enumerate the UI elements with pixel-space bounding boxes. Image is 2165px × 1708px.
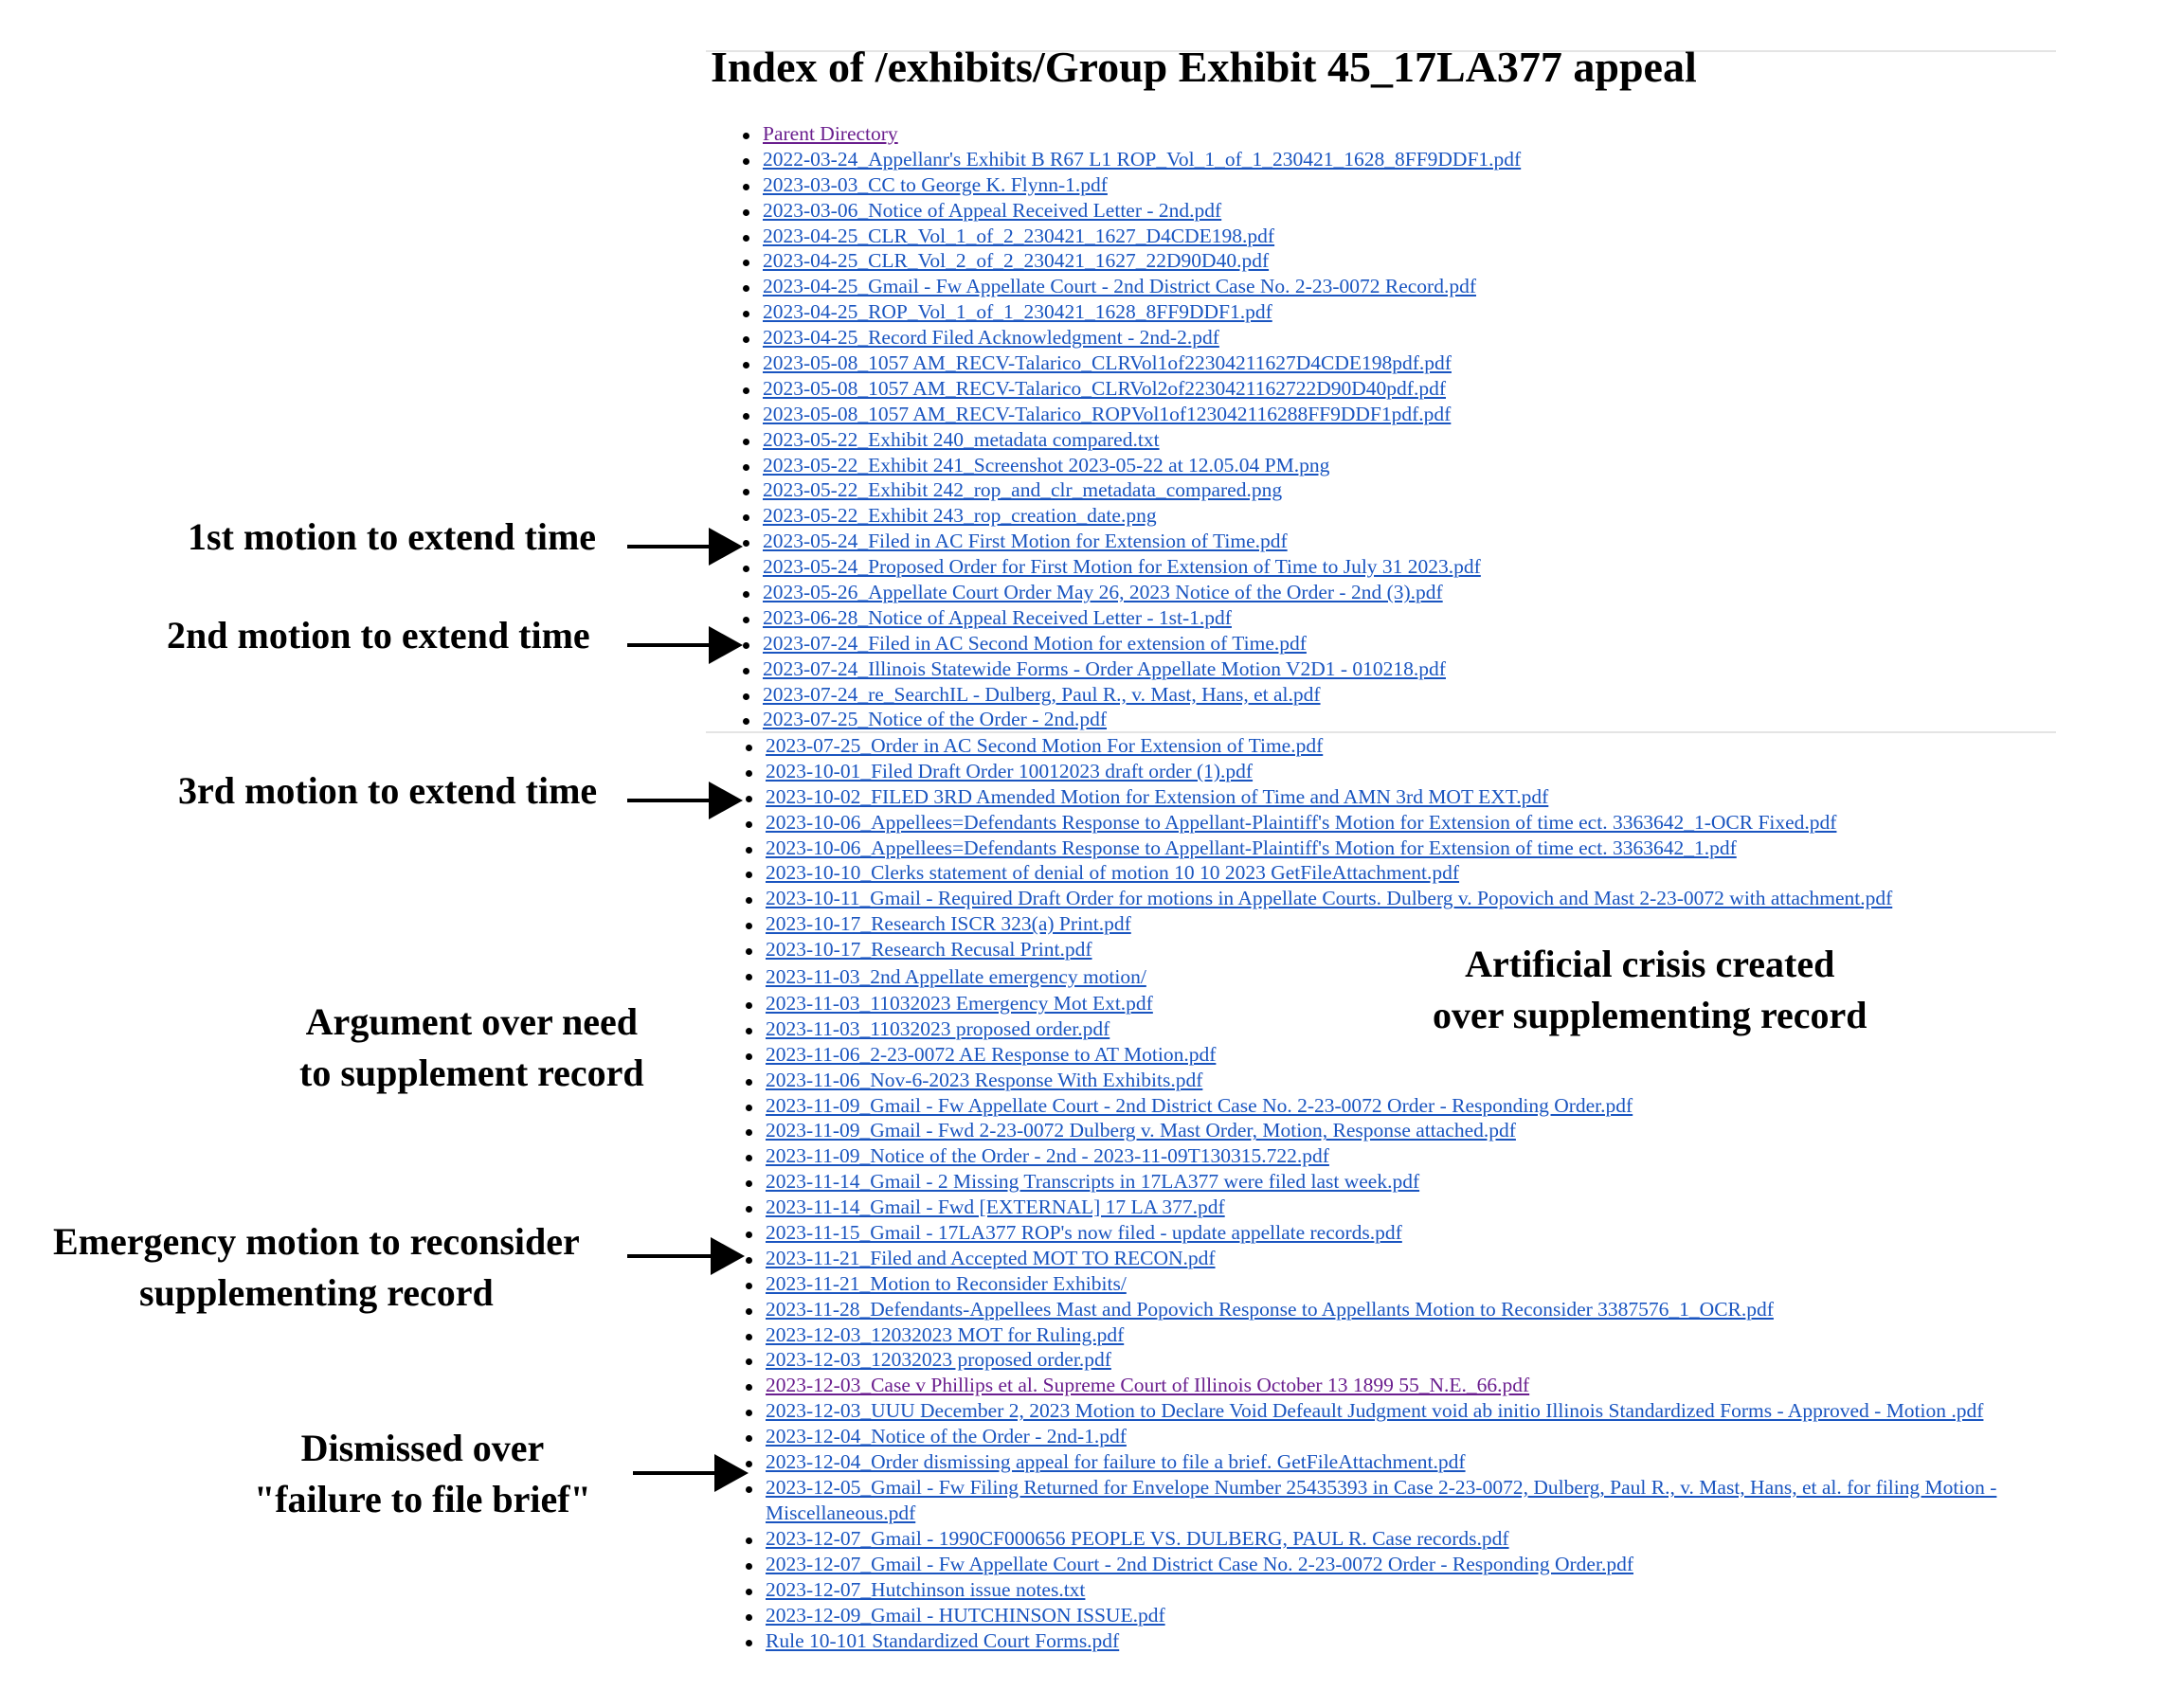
annotation-line: Dismissed over <box>300 1427 545 1469</box>
file-list-item <box>740 1143 2073 1169</box>
file-list-item <box>737 376 1521 402</box>
file-list-item <box>740 886 2073 911</box>
file-link[interactable]: 2023-11-09_Gmail - Fwd 2-23-0072 Dulberg v. Mast Order, Motion, Response attached.pdf <box>766 1119 1516 1142</box>
file-list-item <box>740 836 2073 861</box>
file-list-item <box>740 1246 2073 1271</box>
annotation-line: supplementing record <box>139 1271 494 1314</box>
file-list-item <box>737 224 1521 249</box>
file-list-item <box>740 911 2073 937</box>
file-list-item <box>740 1449 2073 1475</box>
annotation-emergency <box>53 1216 580 1319</box>
file-list-item <box>740 759 2073 784</box>
file-list-item <box>740 1577 2073 1603</box>
page-title: Index of /exhibits/Group Exhibit 45_17LA377 appeal <box>711 43 1697 91</box>
arrow-icon <box>627 782 743 819</box>
file-list-item <box>740 784 2073 810</box>
file-list-item <box>737 631 1521 656</box>
file-link[interactable]: 2023-05-22_Exhibit 243_rop_creation_date.png <box>763 504 1157 528</box>
file-link[interactable]: 2023-12-07_Gmail - 1990CF000656 PEOPLE VS. DULBERG, PAUL R. Case records.pdf <box>766 1526 1509 1550</box>
annotation-crisis <box>1433 939 1867 1041</box>
file-list-item <box>740 1603 2073 1628</box>
file-link[interactable]: 2023-03-03_CC to George K. Flynn-1.pdf <box>763 172 1108 196</box>
file-link[interactable]: 2023-11-03_2nd Appellate emergency motion/ <box>766 965 1146 989</box>
annotation-line: Artificial crisis created <box>1465 943 1835 985</box>
file-list-item <box>740 1093 2073 1119</box>
file-link[interactable]: 2023-10-06_Appellees=Defendants Response to Appellant-Plaintiff's Motion for Extension of time ect. 3363642_1.pdf <box>766 836 1737 859</box>
annotation-text: 3rd motion to extend time <box>178 769 598 812</box>
arrow-icon <box>627 528 743 566</box>
file-list-item <box>740 1526 2073 1552</box>
file-link[interactable]: 2023-06-28_Notice of Appeal Received Letter - 1st-1.pdf <box>763 605 1232 629</box>
file-link[interactable]: 2023-10-02_FILED 3RD Amended Motion for Extension of Time and AMN 3rd MOT EXT.pdf <box>766 784 1549 808</box>
file-list-item <box>737 453 1521 478</box>
file-list-item <box>737 248 1521 274</box>
file-link[interactable]: 2023-05-24_Filed in AC First Motion for Extension of Time.pdf <box>763 530 1288 553</box>
file-link[interactable]: 2023-05-22_Exhibit 242_rop_and_clr_metadata_compared.png <box>763 478 1283 502</box>
annotation-second-motion <box>167 610 590 661</box>
file-link[interactable]: 2022-03-24_Appellanr's Exhibit B R67 L1 ROP_Vol_1_of_1_230421_1628_8FF9DDF1.pdf <box>763 147 1522 171</box>
file-list-item <box>737 707 1521 732</box>
file-list-item <box>740 1475 2073 1526</box>
annotation-text: 1st motion to extend time <box>188 515 597 558</box>
file-link[interactable]: 2023-12-04_Order dismissing appeal for failure to file a brief. GetFileAttachment.pdf <box>766 1450 1466 1474</box>
file-link[interactable]: 2023-11-09_Notice of the Order - 2nd - 2023-11-09T130315.722.pdf <box>766 1144 1329 1168</box>
parent-directory-link[interactable]: Parent Directory <box>763 122 898 145</box>
file-link[interactable]: 2023-11-21_Motion to Reconsider Exhibits/ <box>766 1271 1127 1295</box>
file-link[interactable]: 2023-10-06_Appellees=Defendants Response to Appellant-Plaintiff's Motion for Extension of time ect. 3363642_1-OCR Fixed.pdf <box>766 810 1837 834</box>
file-list-item <box>737 580 1521 605</box>
file-list-item <box>740 937 2073 962</box>
file-link[interactable]: 2023-07-24_Illinois Statewide Forms - Order Appellate Motion V2D1 - 010218.pdf <box>763 656 1446 680</box>
file-link[interactable]: 2023-12-09_Gmail - HUTCHINSON ISSUE.pdf <box>766 1603 1165 1627</box>
file-link[interactable]: 2023-11-03_11032023 Emergency Mot Ext.pdf <box>766 992 1153 1016</box>
file-link[interactable]: 2023-11-21_Filed and Accepted MOT TO RECON.pdf <box>766 1246 1216 1269</box>
file-link[interactable]: 2023-11-14_Gmail - 2 Missing Transcripts in 17LA377 were filed last week.pdf <box>766 1170 1420 1194</box>
file-list-item <box>740 1297 2073 1322</box>
file-list-item <box>737 274 1521 299</box>
file-list-item <box>740 1373 2073 1398</box>
file-link[interactable]: 2023-04-25_Record Filed Acknowledgment - 2nd-2.pdf <box>763 326 1219 350</box>
file-link[interactable]: 2023-07-25_Notice of the Order - 2nd.pdf <box>763 708 1108 731</box>
file-list-item <box>740 1118 2073 1143</box>
file-list-item <box>737 198 1521 224</box>
annotation-line: "failure to file brief" <box>254 1478 591 1520</box>
file-link[interactable]: 2023-11-09_Gmail - Fw Appellate Court - 2nd District Case No. 2-23-0072 Order - Responding Order.pdf <box>766 1093 1633 1117</box>
file-list-item <box>737 351 1521 376</box>
annotation-line: Argument over need <box>305 1000 638 1043</box>
file-link[interactable]: 2023-11-03_11032023 proposed order.pdf <box>766 1016 1110 1040</box>
file-link[interactable]: 2023-11-14_Gmail - Fwd [EXTERNAL] 17 LA 377.pdf <box>766 1196 1225 1219</box>
file-link[interactable]: 2023-12-03_UUU December 2, 2023 Motion to Declare Void Defeault Judgment void ab initio Illinois Standardized Forms - Approved - Motion .pdf <box>766 1399 1984 1423</box>
file-list-item <box>737 402 1521 427</box>
file-list-item <box>737 172 1521 198</box>
annotation-line: over supplementing record <box>1433 994 1867 1036</box>
file-list-item <box>740 1424 2073 1449</box>
file-list-item <box>740 1322 2073 1348</box>
file-link[interactable]: 2023-11-06_Nov-6-2023 Response With Exhibits.pdf <box>766 1068 1203 1091</box>
file-list-item <box>737 147 1521 172</box>
file-list-item <box>740 1042 2073 1068</box>
file-link[interactable]: 2023-05-08_1057 AM_RECV-Talarico_ROPVol1of123042116288FF9DDF1pdf.pdf <box>763 402 1452 425</box>
file-list-item <box>737 682 1521 708</box>
file-list-item <box>740 1552 2073 1577</box>
annotation-line: to supplement record <box>299 1052 644 1094</box>
file-list-item <box>740 733 2073 759</box>
file-link[interactable]: 2023-11-15_Gmail - 17LA377 ROP's now filed - update appellate records.pdf <box>766 1221 1402 1245</box>
file-list-item <box>737 554 1521 580</box>
file-list-item <box>740 1068 2073 1093</box>
file-list-item <box>740 810 2073 836</box>
file-link[interactable]: 2023-04-25_CLR_Vol_2_of_2_230421_1627_22D90D40.pdf <box>763 249 1270 273</box>
file-list-item <box>740 1628 2073 1654</box>
file-list-item <box>737 503 1521 529</box>
file-link[interactable]: 2023-05-08_1057 AM_RECV-Talarico_CLRVol1of22304211627D4CDE198pdf.pdf <box>763 351 1452 375</box>
file-link[interactable]: 2023-10-17_Research Recusal Print.pdf <box>766 938 1092 962</box>
file-link[interactable]: 2023-07-24_Filed in AC Second Motion for extension of Time.pdf <box>763 631 1307 655</box>
file-list-item <box>740 1398 2073 1424</box>
file-link[interactable]: 2023-03-06_Notice of Appeal Received Letter - 2nd.pdf <box>763 198 1222 222</box>
file-link[interactable]: 2023-07-24_re_SearchIL - Dulberg, Paul R., v. Mast, Hans, et al.pdf <box>763 682 1321 706</box>
file-link[interactable]: 2023-12-03_Case v Phillips et al. Supreme Court of Illinois October 13 1899 55_N.E._66.pdf <box>766 1374 1530 1397</box>
annotation-line: Emergency motion to reconsider <box>53 1220 580 1263</box>
arrow-icon <box>627 1237 745 1275</box>
file-list-item <box>737 121 1521 147</box>
file-link[interactable]: 2023-04-25_ROP_Vol_1_of_1_230421_1628_8FF9DDF1.pdf <box>763 300 1272 324</box>
file-link[interactable]: 2023-12-03_12032023 proposed order.pdf <box>766 1348 1111 1372</box>
file-listing-bottom <box>740 733 2073 1653</box>
file-list-item <box>740 1169 2073 1195</box>
file-link[interactable]: 2023-04-25_Gmail - Fw Appellate Court - 2nd District Case No. 2-23-0072 Record.pdf <box>763 275 1476 298</box>
file-list-item <box>740 991 2073 1016</box>
file-list-item <box>740 1271 2073 1297</box>
file-link[interactable]: 2023-12-04_Notice of the Order - 2nd-1.pdf <box>766 1425 1127 1448</box>
annotation-argument <box>299 997 644 1099</box>
file-list-item <box>737 299 1521 325</box>
file-list-item <box>740 1195 2073 1220</box>
file-link[interactable]: 2023-11-06_2-23-0072 AE Response to AT Motion.pdf <box>766 1042 1217 1066</box>
file-link[interactable]: 2023-05-22_Exhibit 241_Screenshot 2023-05-22 at 12.05.04 PM.png <box>763 453 1330 476</box>
file-link[interactable]: 2023-12-07_Hutchinson issue notes.txt <box>766 1577 1086 1601</box>
file-link[interactable]: 2023-10-11_Gmail - Required Draft Order for motions in Appellate Courts. Dulberg v. Popovich and Mast 2-23-0072 with attachment.pdf <box>766 887 1893 910</box>
file-link[interactable]: 2023-12-03_12032023 MOT for Ruling.pdf <box>766 1322 1125 1346</box>
annotation-first-motion <box>188 512 596 563</box>
file-link[interactable]: 2023-05-26_Appellate Court Order May 26, 2023 Notice of the Order - 2nd (3).pdf <box>763 581 1443 604</box>
file-link[interactable]: 2023-12-07_Gmail - Fw Appellate Court - 2nd District Case No. 2-23-0072 Order - Responding Order.pdf <box>766 1552 1633 1575</box>
file-list-item <box>737 656 1521 682</box>
file-list-item <box>740 860 2073 886</box>
file-link[interactable]: 2023-04-25_CLR_Vol_1_of_2_230421_1627_D4CDE198.pdf <box>763 224 1275 247</box>
file-list-item <box>740 1220 2073 1246</box>
file-list-item <box>737 427 1521 453</box>
file-link[interactable]: 2023-05-24_Proposed Order for First Motion for Extension of Time to July 31 2023.pdf <box>763 555 1481 579</box>
file-link[interactable]: Rule 10-101 Standardized Court Forms.pdf <box>766 1628 1120 1652</box>
file-list-item <box>737 605 1521 631</box>
file-link[interactable]: 2023-12-05_Gmail - Fw Filing Returned for Envelope Number 25435393 in Case 2-23-0072, Dulberg, Paul R., v. Mast, Hans, et al. for filing Motion - Miscellaneous.pdf <box>766 1475 1997 1524</box>
file-list-item <box>737 325 1521 351</box>
file-list-item <box>740 1347 2073 1373</box>
arrow-icon <box>633 1454 749 1492</box>
file-link[interactable]: 2023-10-10_Clerks statement of denial of motion 10 10 2023 GetFileAttachment.pdf <box>766 861 1460 885</box>
file-link[interactable]: 2023-05-08_1057 AM_RECV-Talarico_CLRVol2of2230421162722D90D40pdf.pdf <box>763 376 1446 400</box>
file-list-item <box>737 529 1521 554</box>
file-list-item <box>737 477 1521 503</box>
annotation-text: 2nd motion to extend time <box>167 614 590 656</box>
file-link[interactable]: 2023-10-17_Research ISCR 323(a) Print.pdf <box>766 912 1131 936</box>
file-list-item <box>740 1016 2073 1042</box>
file-link[interactable]: 2023-07-25_Order in AC Second Motion For Extension of Time.pdf <box>766 734 1324 757</box>
arrow-icon <box>627 626 743 664</box>
file-listing-top <box>737 121 1521 732</box>
annotation-dismissed <box>254 1423 591 1525</box>
file-list-item <box>740 962 2073 991</box>
file-link[interactable]: 2023-11-28_Defendants-Appellees Mast and Popovich Response to Appellants Motion to Reconsider 3387576_1_OCR.pdf <box>766 1297 1774 1321</box>
file-link[interactable]: 2023-05-22_Exhibit 240_metadata compared.txt <box>763 427 1160 451</box>
file-link[interactable]: 2023-10-01_Filed Draft Order 10012023 draft order (1).pdf <box>766 759 1254 782</box>
annotation-third-motion <box>178 765 597 817</box>
